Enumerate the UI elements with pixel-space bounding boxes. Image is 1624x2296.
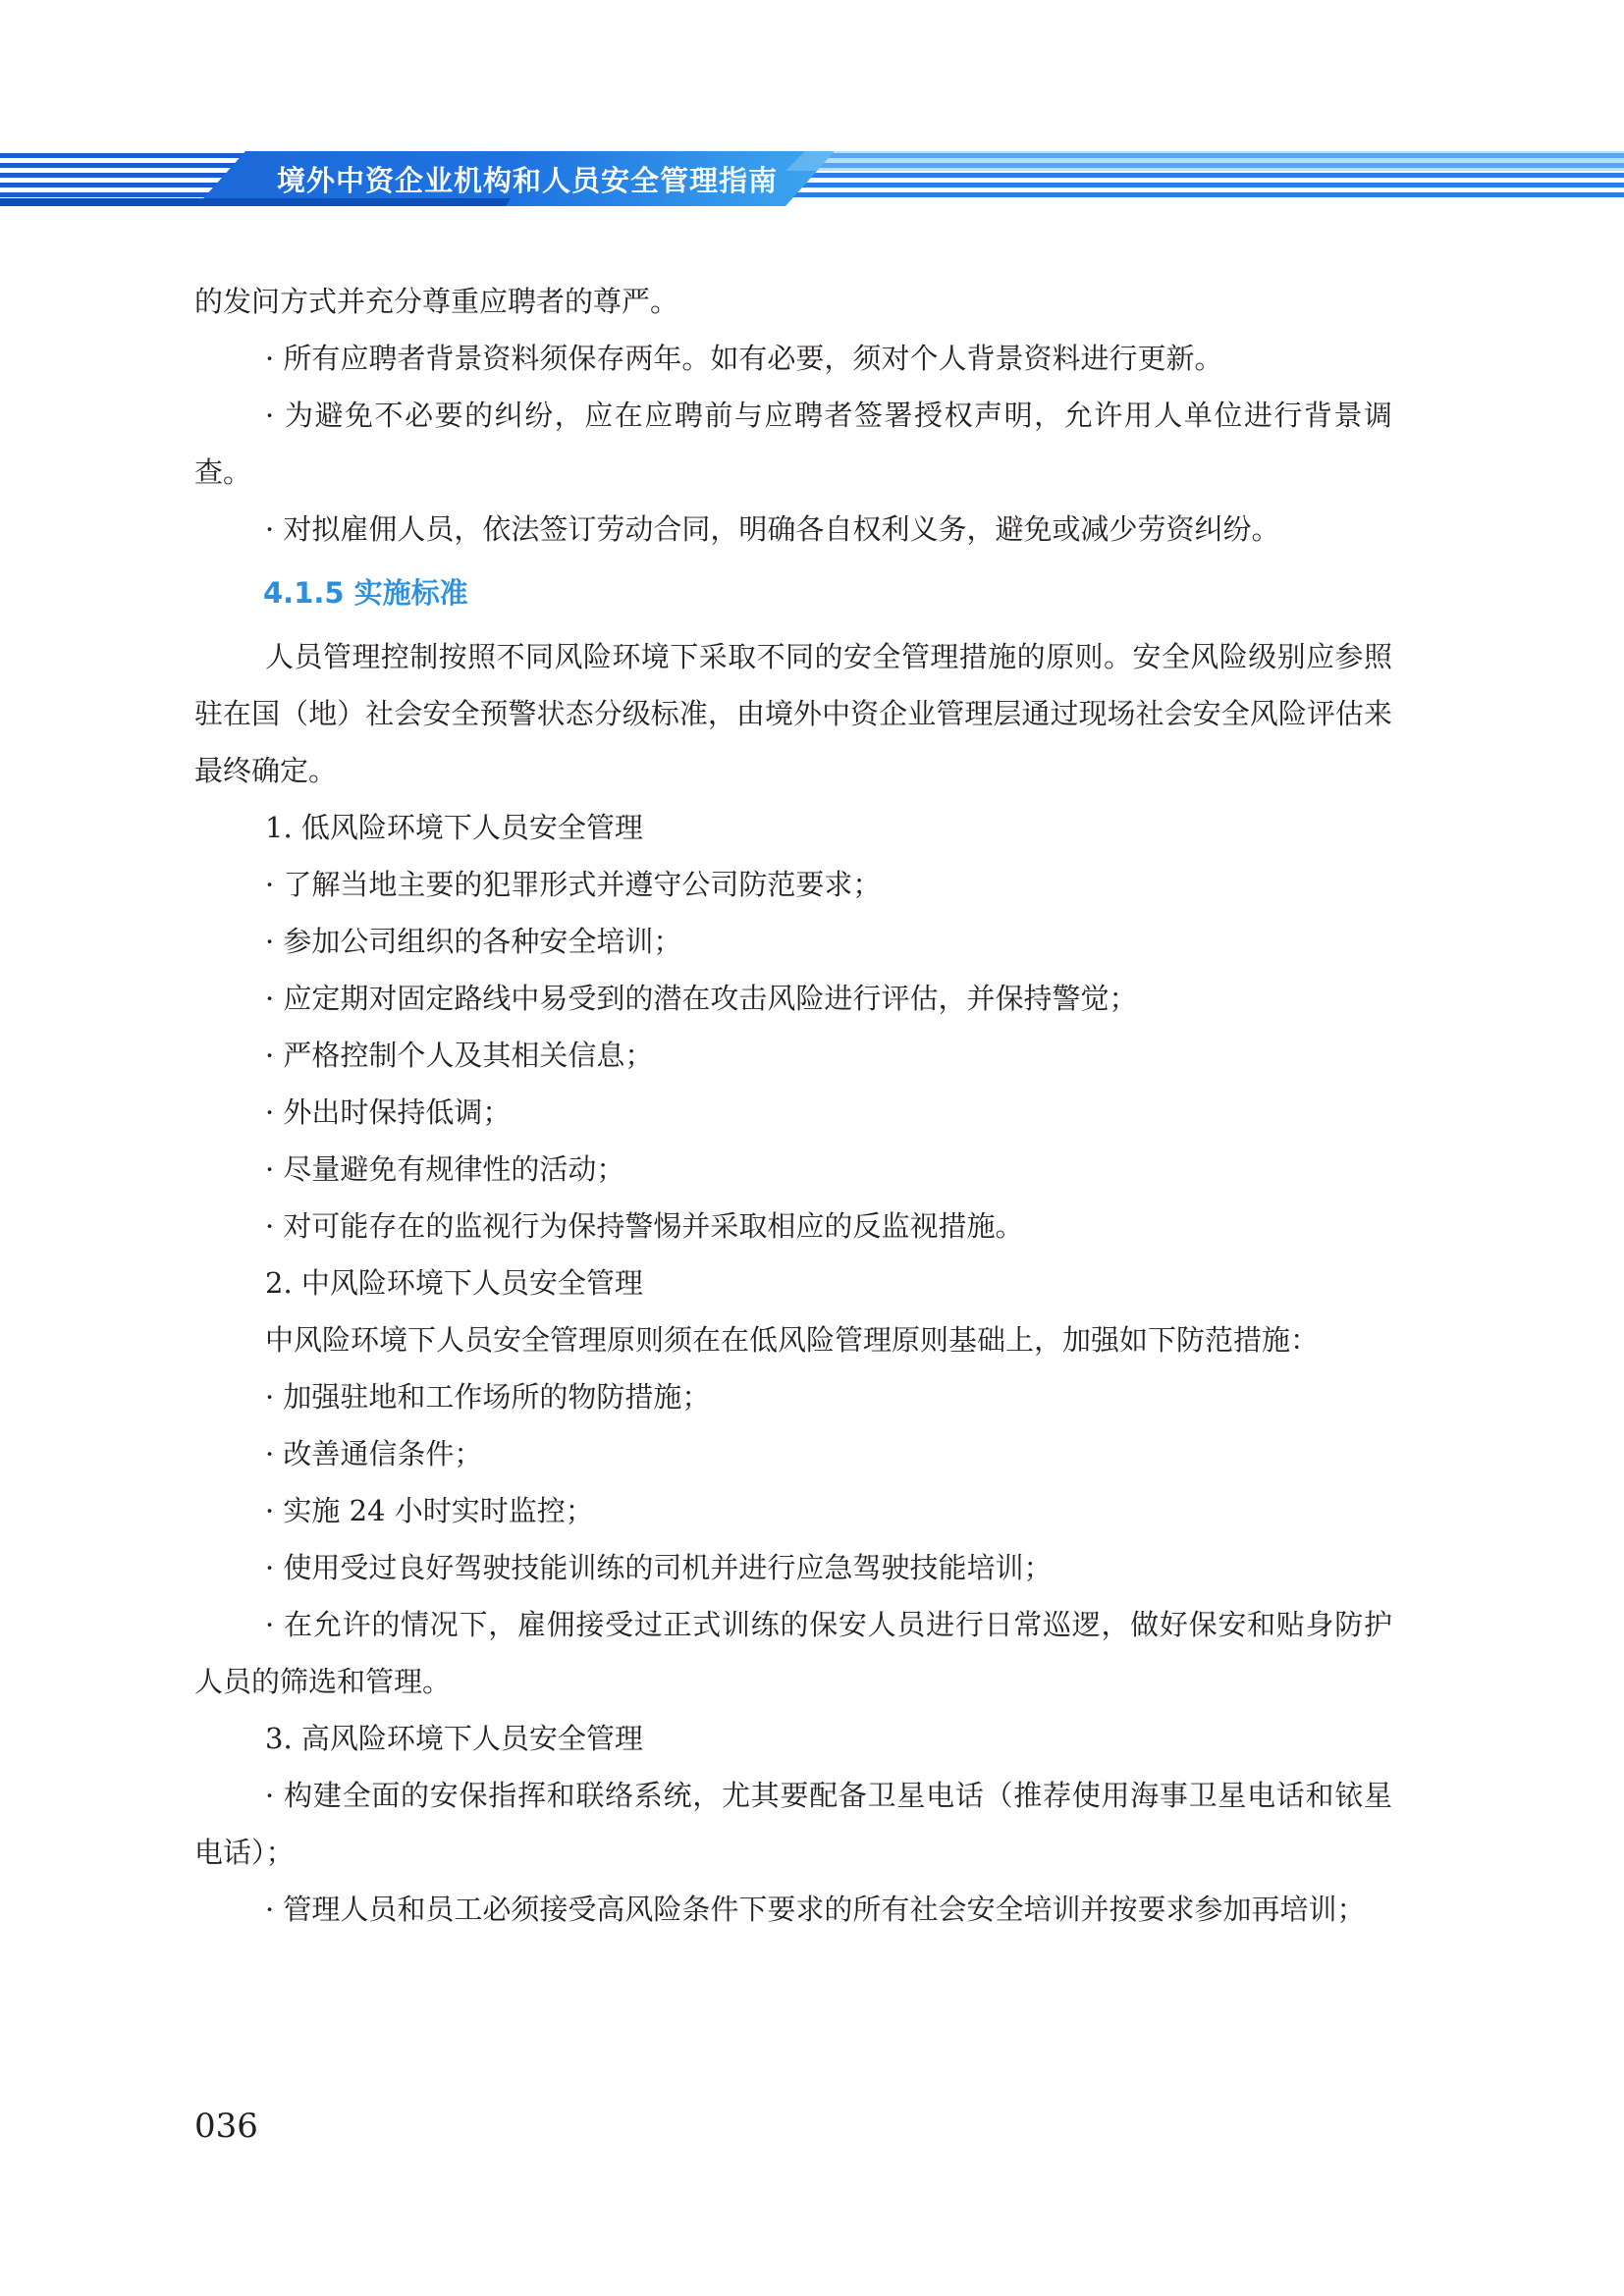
bullet-item: · 实施 24 小时实时监控； — [265, 1494, 594, 1527]
subheading: 2. 中风险环境下人员安全管理 — [265, 1266, 643, 1300]
bullet-item: · 严格控制个人及其相关信息； — [265, 1039, 654, 1072]
section-heading: 4.1.5 实施标准 — [263, 576, 468, 610]
paragraph: 人员管理控制按照不同风险环境下采取不同的安全管理措施的原则。安全风险级别应参照驻在国（地）社会安全预警状态分级标准，由境外中资企业管理层通过现场社会安全风险评估来最终确定。 — [194, 640, 1392, 787]
page-number: 036 — [194, 2107, 258, 2146]
bullet-item: · 改善通信条件； — [265, 1437, 483, 1470]
bullet-item: · 对拟雇佣人员，依法签订劳动合同，明确各自权利义务，避免或减少劳资纠纷。 — [265, 512, 1280, 546]
bullet-item: · 所有应聘者背景资料须保存两年。如有必要，须对个人背景资料进行更新。 — [265, 342, 1223, 375]
subheading: 1. 低风险环境下人员安全管理 — [265, 811, 643, 844]
header-stripes-graphic — [0, 149, 1624, 208]
bullet-item: · 构建全面的安保指挥和联络系统，尤其要配备卫星电话（推荐使用海事卫星电话和铱星电话）； — [194, 1779, 1392, 1869]
paragraph: 中风险环境下人员安全管理原则须在在低风险管理原则基础上，加强如下防范措施： — [265, 1323, 1320, 1357]
bullet-item: · 管理人员和员工必须接受高风险条件下要求的所有社会安全培训并按要求参加再培训； — [265, 1893, 1366, 1926]
bullet-item: · 为避免不必要的纠纷，应在应聘前与应聘者签署授权声明，允许用人单位进行背景调查。 — [194, 399, 1392, 489]
bullet-item: · 尽量避免有规律性的活动； — [265, 1152, 625, 1186]
bullet-item: · 使用受过良好驾驶技能训练的司机并进行应急驾驶技能培训； — [265, 1551, 1053, 1584]
bullet-item: · 了解当地主要的犯罪形式并遵守公司防范要求； — [265, 868, 882, 901]
bullet-item: · 外出时保持低调； — [265, 1095, 512, 1129]
paragraph: 的发问方式并充分尊重应聘者的尊严。 — [194, 285, 679, 318]
page-body — [194, 273, 1392, 1938]
running-header — [0, 149, 1624, 208]
bullet-item: · 加强驻地和工作场所的物防措施； — [265, 1380, 711, 1414]
bullet-item: · 对可能存在的监视行为保持警惕并采取相应的反监视措施。 — [265, 1209, 1024, 1243]
bullet-item: · 在允许的情况下，雇佣接受过正式训练的保安人员进行日常巡逻，做好保安和贴身防护人员的筛选和管理。 — [194, 1608, 1392, 1698]
bullet-item: · 应定期对固定路线中易受到的潜在攻击风险进行评估，并保持警觉； — [265, 982, 1138, 1015]
subheading: 3. 高风险环境下人员安全管理 — [265, 1722, 643, 1755]
bullet-item: · 参加公司组织的各种安全培训； — [265, 925, 682, 958]
header-title: 境外中资企业机构和人员安全管理指南 — [277, 164, 779, 197]
